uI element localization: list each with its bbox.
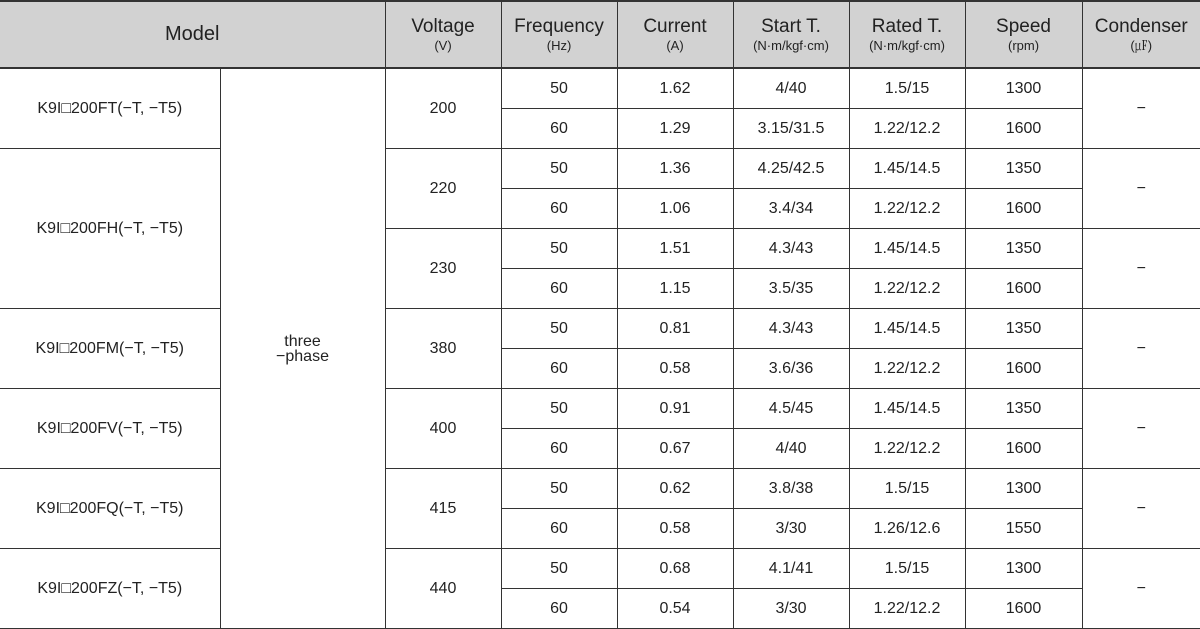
frequency-cell: 60 xyxy=(501,109,617,149)
model-name-cell: K9I□200FV(−T, −T5) xyxy=(0,389,220,469)
table-row xyxy=(0,149,1200,189)
header-model-title: Model xyxy=(165,23,220,45)
table-row xyxy=(0,549,1200,589)
header-speed-title: Speed xyxy=(996,16,1051,37)
speed-cell: 1600 xyxy=(965,269,1082,309)
header-current-unit: (A) xyxy=(666,38,684,53)
speed-cell: 1550 xyxy=(965,509,1082,549)
rated-torque-cell: 1.45/14.5 xyxy=(849,309,965,349)
header-rated-torque xyxy=(849,1,965,68)
start-torque-cell: 3.8/38 xyxy=(733,469,849,509)
frequency-cell: 50 xyxy=(501,149,617,189)
frequency-cell: 50 xyxy=(501,68,617,109)
speed-cell: 1350 xyxy=(965,229,1082,269)
speed-cell: 1300 xyxy=(965,549,1082,589)
voltage-cell: 440 xyxy=(385,549,501,629)
speed-cell: 1300 xyxy=(965,68,1082,109)
speed-cell: 1600 xyxy=(965,189,1082,229)
header-row xyxy=(0,1,1200,68)
header-speed xyxy=(965,1,1082,68)
table-row xyxy=(0,309,1200,349)
frequency-cell: 50 xyxy=(501,469,617,509)
current-cell: 1.15 xyxy=(617,269,733,309)
start-torque-cell: 4/40 xyxy=(733,429,849,469)
voltage-cell: 230 xyxy=(385,229,501,309)
rated-torque-cell: 1.22/12.2 xyxy=(849,269,965,309)
header-speed-unit: (rpm) xyxy=(1007,38,1040,53)
header-condenser-unit: (㎌) xyxy=(1130,38,1153,53)
frequency-cell: 60 xyxy=(501,189,617,229)
rated-torque-cell: 1.45/14.5 xyxy=(849,149,965,189)
voltage-cell: 220 xyxy=(385,149,501,229)
model-name-cell: K9I□200FT(−T, −T5) xyxy=(0,68,220,149)
current-cell: 0.58 xyxy=(617,349,733,389)
rated-torque-cell: 1.22/12.2 xyxy=(849,189,965,229)
model-name-cell: K9I□200FH(−T, −T5) xyxy=(0,149,220,309)
condenser-cell: − xyxy=(1082,229,1200,309)
current-cell: 1.62 xyxy=(617,68,733,109)
condenser-cell: − xyxy=(1082,309,1200,389)
current-cell: 0.62 xyxy=(617,469,733,509)
header-condenser-title: Condenser xyxy=(1094,16,1188,37)
condenser-cell: − xyxy=(1082,389,1200,469)
header-start-torque-title: Start T. xyxy=(761,16,821,37)
speed-cell: 1600 xyxy=(965,349,1082,389)
start-torque-cell: 3/30 xyxy=(733,589,849,629)
rated-torque-cell: 1.26/12.6 xyxy=(849,509,965,549)
header-voltage xyxy=(385,1,501,68)
header-rated-torque-unit: (N·m/kgf·cm) xyxy=(869,38,945,53)
rated-torque-cell: 1.5/15 xyxy=(849,68,965,109)
header-voltage-title: Voltage xyxy=(411,16,475,37)
condenser-cell: − xyxy=(1082,469,1200,549)
table-row xyxy=(0,68,1200,109)
start-torque-cell: 3.6/36 xyxy=(733,349,849,389)
speed-cell: 1300 xyxy=(965,469,1082,509)
frequency-cell: 60 xyxy=(501,589,617,629)
speed-cell: 1600 xyxy=(965,109,1082,149)
speed-cell: 1600 xyxy=(965,429,1082,469)
frequency-cell: 60 xyxy=(501,429,617,469)
rated-torque-cell: 1.45/14.5 xyxy=(849,229,965,269)
current-cell: 0.68 xyxy=(617,549,733,589)
header-voltage-unit: (V) xyxy=(434,38,452,53)
speed-cell: 1350 xyxy=(965,389,1082,429)
header-frequency xyxy=(501,1,617,68)
start-torque-cell: 3.15/31.5 xyxy=(733,109,849,149)
frequency-cell: 50 xyxy=(501,229,617,269)
voltage-cell: 400 xyxy=(385,389,501,469)
phase-cell: three −phase xyxy=(220,68,385,629)
current-cell: 0.81 xyxy=(617,309,733,349)
header-rated-torque-title: Rated T. xyxy=(871,16,943,37)
current-cell: 1.36 xyxy=(617,149,733,189)
header-start-torque xyxy=(733,1,849,68)
model-name-cell: K9I□200FM(−T, −T5) xyxy=(0,309,220,389)
model-name-cell: K9I□200FZ(−T, −T5) xyxy=(0,549,220,629)
speed-cell: 1350 xyxy=(965,309,1082,349)
header-frequency-unit: (Hz) xyxy=(546,38,572,53)
condenser-cell: − xyxy=(1082,549,1200,629)
current-cell: 0.58 xyxy=(617,509,733,549)
frequency-cell: 60 xyxy=(501,509,617,549)
header-current-title: Current xyxy=(643,16,707,37)
header-start-torque-unit: (N·m/kgf·cm) xyxy=(753,38,829,53)
voltage-cell: 415 xyxy=(385,469,501,549)
header-current xyxy=(617,1,733,68)
speed-cell: 1600 xyxy=(965,589,1082,629)
rated-torque-cell: 1.22/12.2 xyxy=(849,109,965,149)
table-row xyxy=(0,389,1200,429)
condenser-cell: − xyxy=(1082,149,1200,229)
current-cell: 0.54 xyxy=(617,589,733,629)
current-cell: 0.67 xyxy=(617,429,733,469)
current-cell: 1.06 xyxy=(617,189,733,229)
start-torque-cell: 3.4/34 xyxy=(733,189,849,229)
rated-torque-cell: 1.5/15 xyxy=(849,469,965,509)
model-name-cell: K9I□200FQ(−T, −T5) xyxy=(0,469,220,549)
start-torque-cell: 4.1/41 xyxy=(733,549,849,589)
start-torque-cell: 4.3/43 xyxy=(733,229,849,269)
header-model xyxy=(0,1,385,68)
speed-cell: 1350 xyxy=(965,149,1082,189)
start-torque-cell: 4.3/43 xyxy=(733,309,849,349)
start-torque-cell: 4/40 xyxy=(733,68,849,109)
voltage-cell: 200 xyxy=(385,68,501,149)
frequency-cell: 50 xyxy=(501,309,617,349)
frequency-cell: 60 xyxy=(501,269,617,309)
rated-torque-cell: 1.22/12.2 xyxy=(849,429,965,469)
frequency-cell: 50 xyxy=(501,549,617,589)
start-torque-cell: 4.5/45 xyxy=(733,389,849,429)
table-row xyxy=(0,469,1200,509)
frequency-cell: 60 xyxy=(501,349,617,389)
header-frequency-title: Frequency xyxy=(514,16,604,37)
current-cell: 0.91 xyxy=(617,389,733,429)
header-condenser xyxy=(1082,1,1200,68)
start-torque-cell: 4.25/42.5 xyxy=(733,149,849,189)
current-cell: 1.29 xyxy=(617,109,733,149)
rated-torque-cell: 1.22/12.2 xyxy=(849,589,965,629)
frequency-cell: 50 xyxy=(501,389,617,429)
start-torque-cell: 3.5/35 xyxy=(733,269,849,309)
condenser-cell: − xyxy=(1082,68,1200,149)
rated-torque-cell: 1.5/15 xyxy=(849,549,965,589)
current-cell: 1.51 xyxy=(617,229,733,269)
voltage-cell: 380 xyxy=(385,309,501,389)
start-torque-cell: 3/30 xyxy=(733,509,849,549)
rated-torque-cell: 1.45/14.5 xyxy=(849,389,965,429)
rated-torque-cell: 1.22/12.2 xyxy=(849,349,965,389)
